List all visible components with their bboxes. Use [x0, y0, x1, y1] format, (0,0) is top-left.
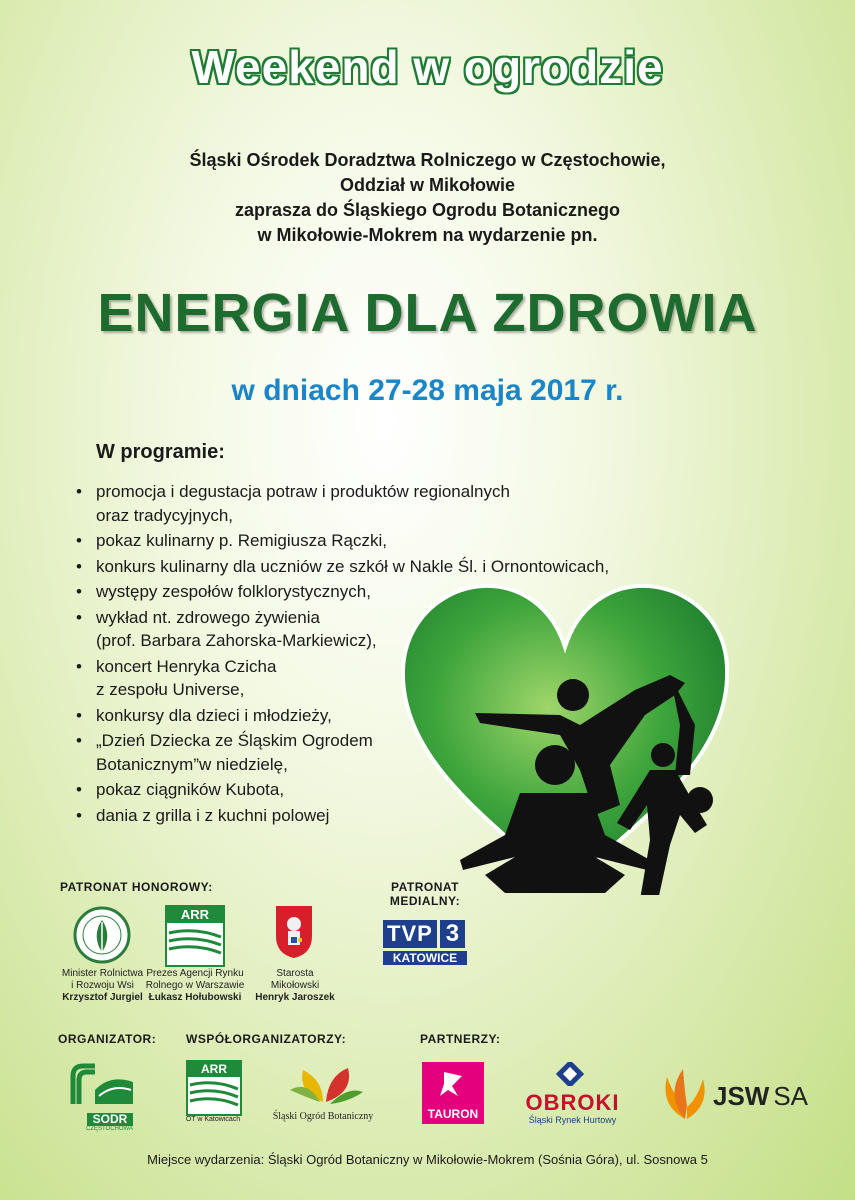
coat-of-arms-icon [274, 904, 314, 960]
patronat-honorowy-label: PATRONAT HONOROWY: [60, 880, 213, 894]
sodr-emblem-icon [65, 1060, 135, 1108]
program-item: • wykład nt. zdrowego żywienia (prof. Barbara Zahorska-Markiewicz), [76, 606, 696, 653]
arr-logo: ARR [165, 905, 225, 967]
program-heading: W programie: [96, 441, 225, 463]
sodr-logo: SODR CZĘSTOCHOWA [65, 1060, 135, 1128]
intro-line-1: Śląski Ośrodek Doradztwa Rolniczego w Częstochowie, [189, 150, 666, 170]
poster-title: Weekend w ogrodzie [191, 41, 664, 93]
tauron-logo: TAURON [422, 1062, 484, 1124]
program-item: • dania z grilla i z kuchni polowej [76, 804, 696, 828]
program-item: • konkursy dla dzieci i młodzieży, [76, 704, 696, 728]
starosta-logo [273, 902, 315, 962]
patronat-medialny-label: PATRONAT MEDIALNY: [389, 880, 461, 908]
program-item: • promocja i degustacja potraw i produktów regionalnych oraz tradycyjnych, [76, 480, 696, 527]
intro-text [0, 148, 855, 248]
program-item: • pokaz kulinarny p. Remigiusza Rączki, [76, 529, 696, 553]
intro-line-4: w Mikołowie-Mokrem na wydarzenie pn. [257, 225, 598, 245]
ministry-logo [72, 905, 132, 965]
fields-icon [188, 1077, 240, 1111]
program-item: • występy zespołów folklorystycznych, [76, 580, 696, 604]
ministry-emblem-icon [73, 906, 131, 964]
event-location: Miejsce wydarzenia: Śląski Ogród Botaniczny w Mikołowie-Mokrem (Sośnia Góra), ul. Sosnowa 5 [147, 1152, 708, 1167]
organizator-label: ORGANIZATOR: [58, 1032, 157, 1046]
program-item: • „Dzień Dziecka ze Śląskim Ogrodem Botanicznym”w niedzielę, [76, 729, 696, 776]
arr-caption: Prezes Agencji Rynku Rolnego w Warszawie Łukasz Hołubowski [145, 968, 245, 1003]
arr-katowice-caption: OT w Katowicach [185, 1116, 241, 1123]
program-item: • konkurs kulinarny dla uczniów ze szkół w Nakle Śl. i Ornontowicach, [76, 555, 696, 579]
ogrod-botaniczny-logo: Śląski Ogród Botaniczny [268, 1062, 378, 1122]
fields-icon [167, 923, 223, 963]
jsw-flame-icon [655, 1065, 715, 1123]
obroki-emblem-icon [515, 1062, 630, 1086]
leaves-icon [268, 1062, 378, 1106]
program-item: • koncert Henryka Czicha z zespołu Universe, [76, 655, 696, 702]
starosta-caption: Starosta Mikołowski Henryk Jaroszek [255, 968, 335, 1003]
event-dates: w dniach 27-28 maja 2017 r. [231, 374, 624, 407]
intro-line-2: Oddział w Mikołowie [339, 175, 516, 195]
tvp3-logo: TVP 3 KATOWICE [383, 920, 473, 965]
partnerzy-label: PARTNERZY: [420, 1032, 501, 1046]
arr-katowice-logo: ARR [186, 1060, 242, 1116]
program-list [76, 480, 696, 829]
event-name: ENERGIA DLA ZDROWIA [97, 283, 758, 343]
program-item: • pokaz ciągników Kubota, [76, 778, 696, 802]
tauron-star-icon [422, 1062, 484, 1102]
obroki-logo: OBROKI Śląski Rynek Hurtowy [515, 1062, 630, 1124]
intro-line-3: zaprasza do Śląskiego Ogrodu Botanicznego [234, 200, 621, 220]
jsw-logo: JSW SA [655, 1065, 825, 1123]
ministry-caption: Minister Rolnictwa i Rozwoju Wsi Krzysztof Jurgiel [61, 968, 144, 1003]
wspolorganizatorzy-label: WSPÓŁORGANIZATORZY: [186, 1032, 347, 1046]
